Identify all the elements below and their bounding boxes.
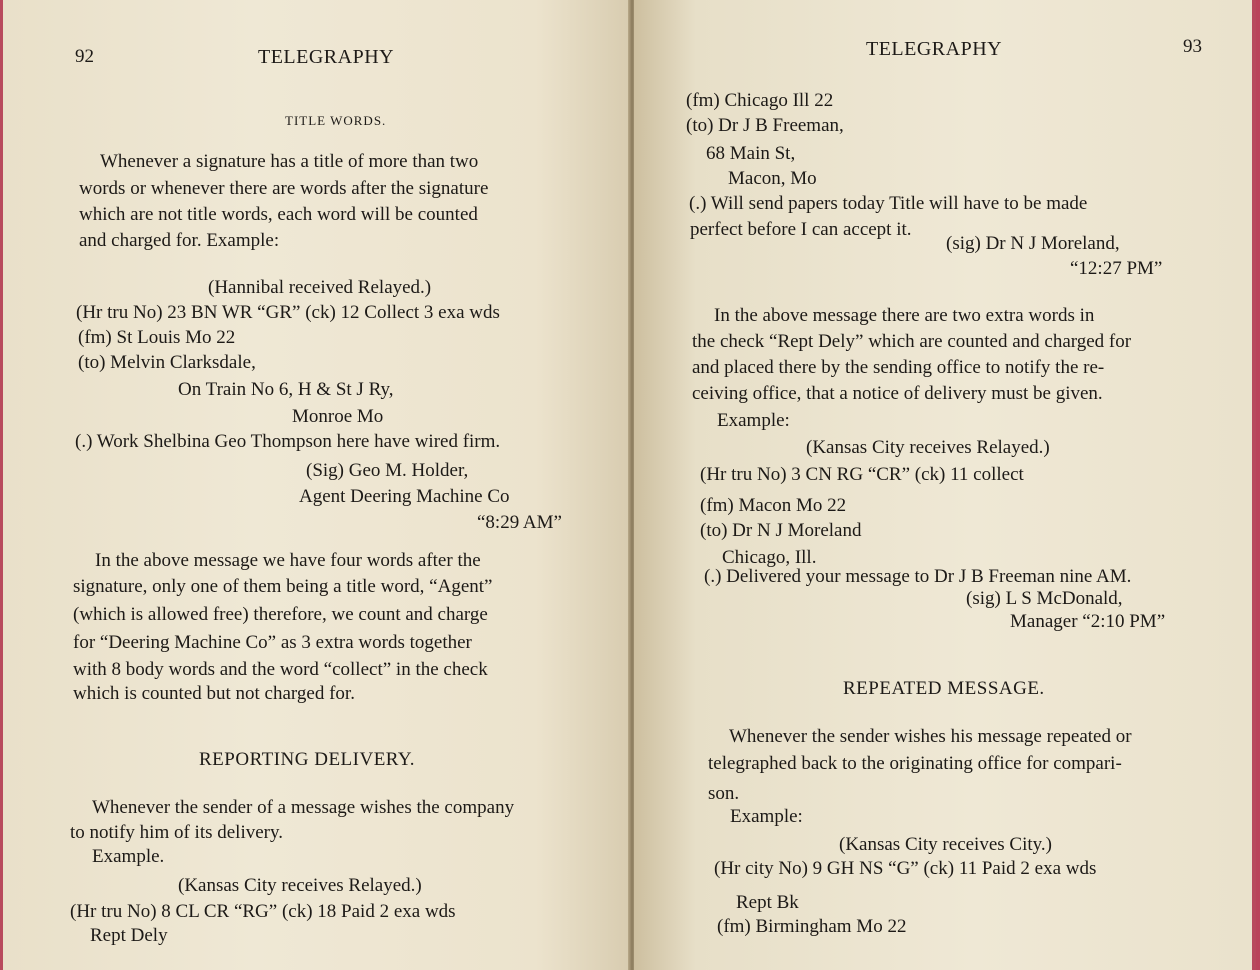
message-line: (to) Melvin Clarksdale, bbox=[78, 352, 256, 373]
message-line: (fm) St Louis Mo 22 bbox=[78, 327, 236, 348]
body-line: which is counted but not charged for. bbox=[73, 683, 355, 704]
message-line: (.) Work Shelbina Geo Thompson here have wired firm. bbox=[75, 431, 501, 452]
body-line: Example: bbox=[717, 410, 790, 431]
running-head: TELEGRAPHY bbox=[258, 46, 395, 68]
message-line: Chicago, Ill. bbox=[722, 547, 817, 568]
message-line: (Hannibal received Relayed.) bbox=[208, 277, 432, 298]
body-line: the check “Rept Dely” which are counted and charged for bbox=[692, 331, 1132, 352]
message-line: (Kansas City receives Relayed.) bbox=[178, 875, 422, 896]
message-line: Macon, Mo bbox=[728, 168, 817, 189]
message-line: (fm) Macon Mo 22 bbox=[700, 495, 847, 516]
message-line: (Kansas City receives City.) bbox=[839, 834, 1052, 855]
page-number: 93 bbox=[1183, 36, 1202, 57]
message-line: 68 Main St, bbox=[706, 143, 796, 164]
message-line: On Train No 6, H & St J Ry, bbox=[178, 379, 394, 400]
right-page bbox=[634, 0, 1256, 970]
body-line: Whenever the sender wishes his message repeated or bbox=[729, 726, 1132, 747]
running-head: TELEGRAPHY bbox=[866, 38, 1003, 60]
body-line: with 8 body words and the word “collect” in the check bbox=[73, 659, 488, 680]
section-title: REPEATED MESSAGE. bbox=[843, 678, 1045, 699]
message-line: (.) Will send papers today Title will have to be made bbox=[689, 193, 1088, 214]
page-number: 92 bbox=[75, 46, 94, 67]
message-line: (sig) Dr N J Moreland, bbox=[946, 233, 1120, 254]
section-title: TITLE WORDS. bbox=[285, 113, 387, 128]
message-line: (Sig) Geo M. Holder, bbox=[306, 460, 469, 481]
message-line: (to) Dr N J Moreland bbox=[700, 520, 862, 541]
section-title: REPORTING DELIVERY. bbox=[199, 749, 415, 770]
message-line: Manager “2:10 PM” bbox=[1010, 611, 1166, 632]
body-line: telegraphed back to the originating office for compari- bbox=[708, 753, 1122, 774]
message-line: (Hr tru No) 23 BN WR “GR” (ck) 12 Collect 3 exa wds bbox=[76, 302, 500, 323]
message-line: (sig) L S McDonald, bbox=[966, 588, 1123, 609]
body-line: (which is allowed free) therefore, we count and charge bbox=[73, 604, 488, 625]
body-line: and placed there by the sending office to notify the re- bbox=[692, 357, 1105, 378]
message-line: Agent Deering Machine Co bbox=[299, 486, 510, 507]
body-line: words or whenever there are words after the signature bbox=[79, 178, 489, 199]
body-line: son. bbox=[708, 783, 740, 804]
message-line: perfect before I can accept it. bbox=[690, 219, 912, 240]
message-line: (fm) Chicago Ill 22 bbox=[686, 90, 834, 111]
body-line: Whenever a signature has a title of more than two bbox=[100, 151, 479, 172]
body-line: which are not title words, each word will be counted bbox=[79, 204, 478, 225]
message-line: “12:27 PM” bbox=[1070, 258, 1163, 279]
message-line: Monroe Mo bbox=[292, 406, 384, 427]
message-line: (Hr tru No) 8 CL CR “RG” (ck) 18 Paid 2 exa wds bbox=[70, 901, 456, 922]
body-line: for “Deering Machine Co” as 3 extra words together bbox=[73, 632, 472, 653]
body-line: Example: bbox=[730, 806, 803, 827]
body-line: In the above message there are two extra words in bbox=[714, 305, 1095, 326]
message-line: (.) Delivered your message to Dr J B Freeman nine AM. bbox=[704, 566, 1132, 587]
message-line: (to) Dr J B Freeman, bbox=[686, 115, 844, 136]
message-line: (Kansas City receives Relayed.) bbox=[806, 437, 1050, 458]
body-line: Whenever the sender of a message wishes the company bbox=[92, 797, 515, 818]
body-line: signature, only one of them being a title word, “Agent” bbox=[73, 576, 493, 597]
message-line: Rept Bk bbox=[736, 892, 799, 913]
message-line: Rept Dely bbox=[90, 925, 168, 946]
body-line: ceiving office, that a notice of delivery must be given. bbox=[692, 383, 1103, 404]
message-line: “8:29 AM” bbox=[477, 512, 562, 533]
body-line: and charged for. Example: bbox=[79, 230, 280, 251]
body-line: Example. bbox=[92, 846, 165, 867]
message-line: (Hr tru No) 3 CN RG “CR” (ck) 11 collect bbox=[700, 464, 1024, 485]
message-line: (Hr city No) 9 GH NS “G” (ck) 11 Paid 2 exa wds bbox=[714, 858, 1097, 879]
body-line: In the above message we have four words after the bbox=[95, 550, 481, 571]
message-line: (fm) Birmingham Mo 22 bbox=[717, 916, 907, 937]
body-line: to notify him of its delivery. bbox=[70, 822, 284, 843]
